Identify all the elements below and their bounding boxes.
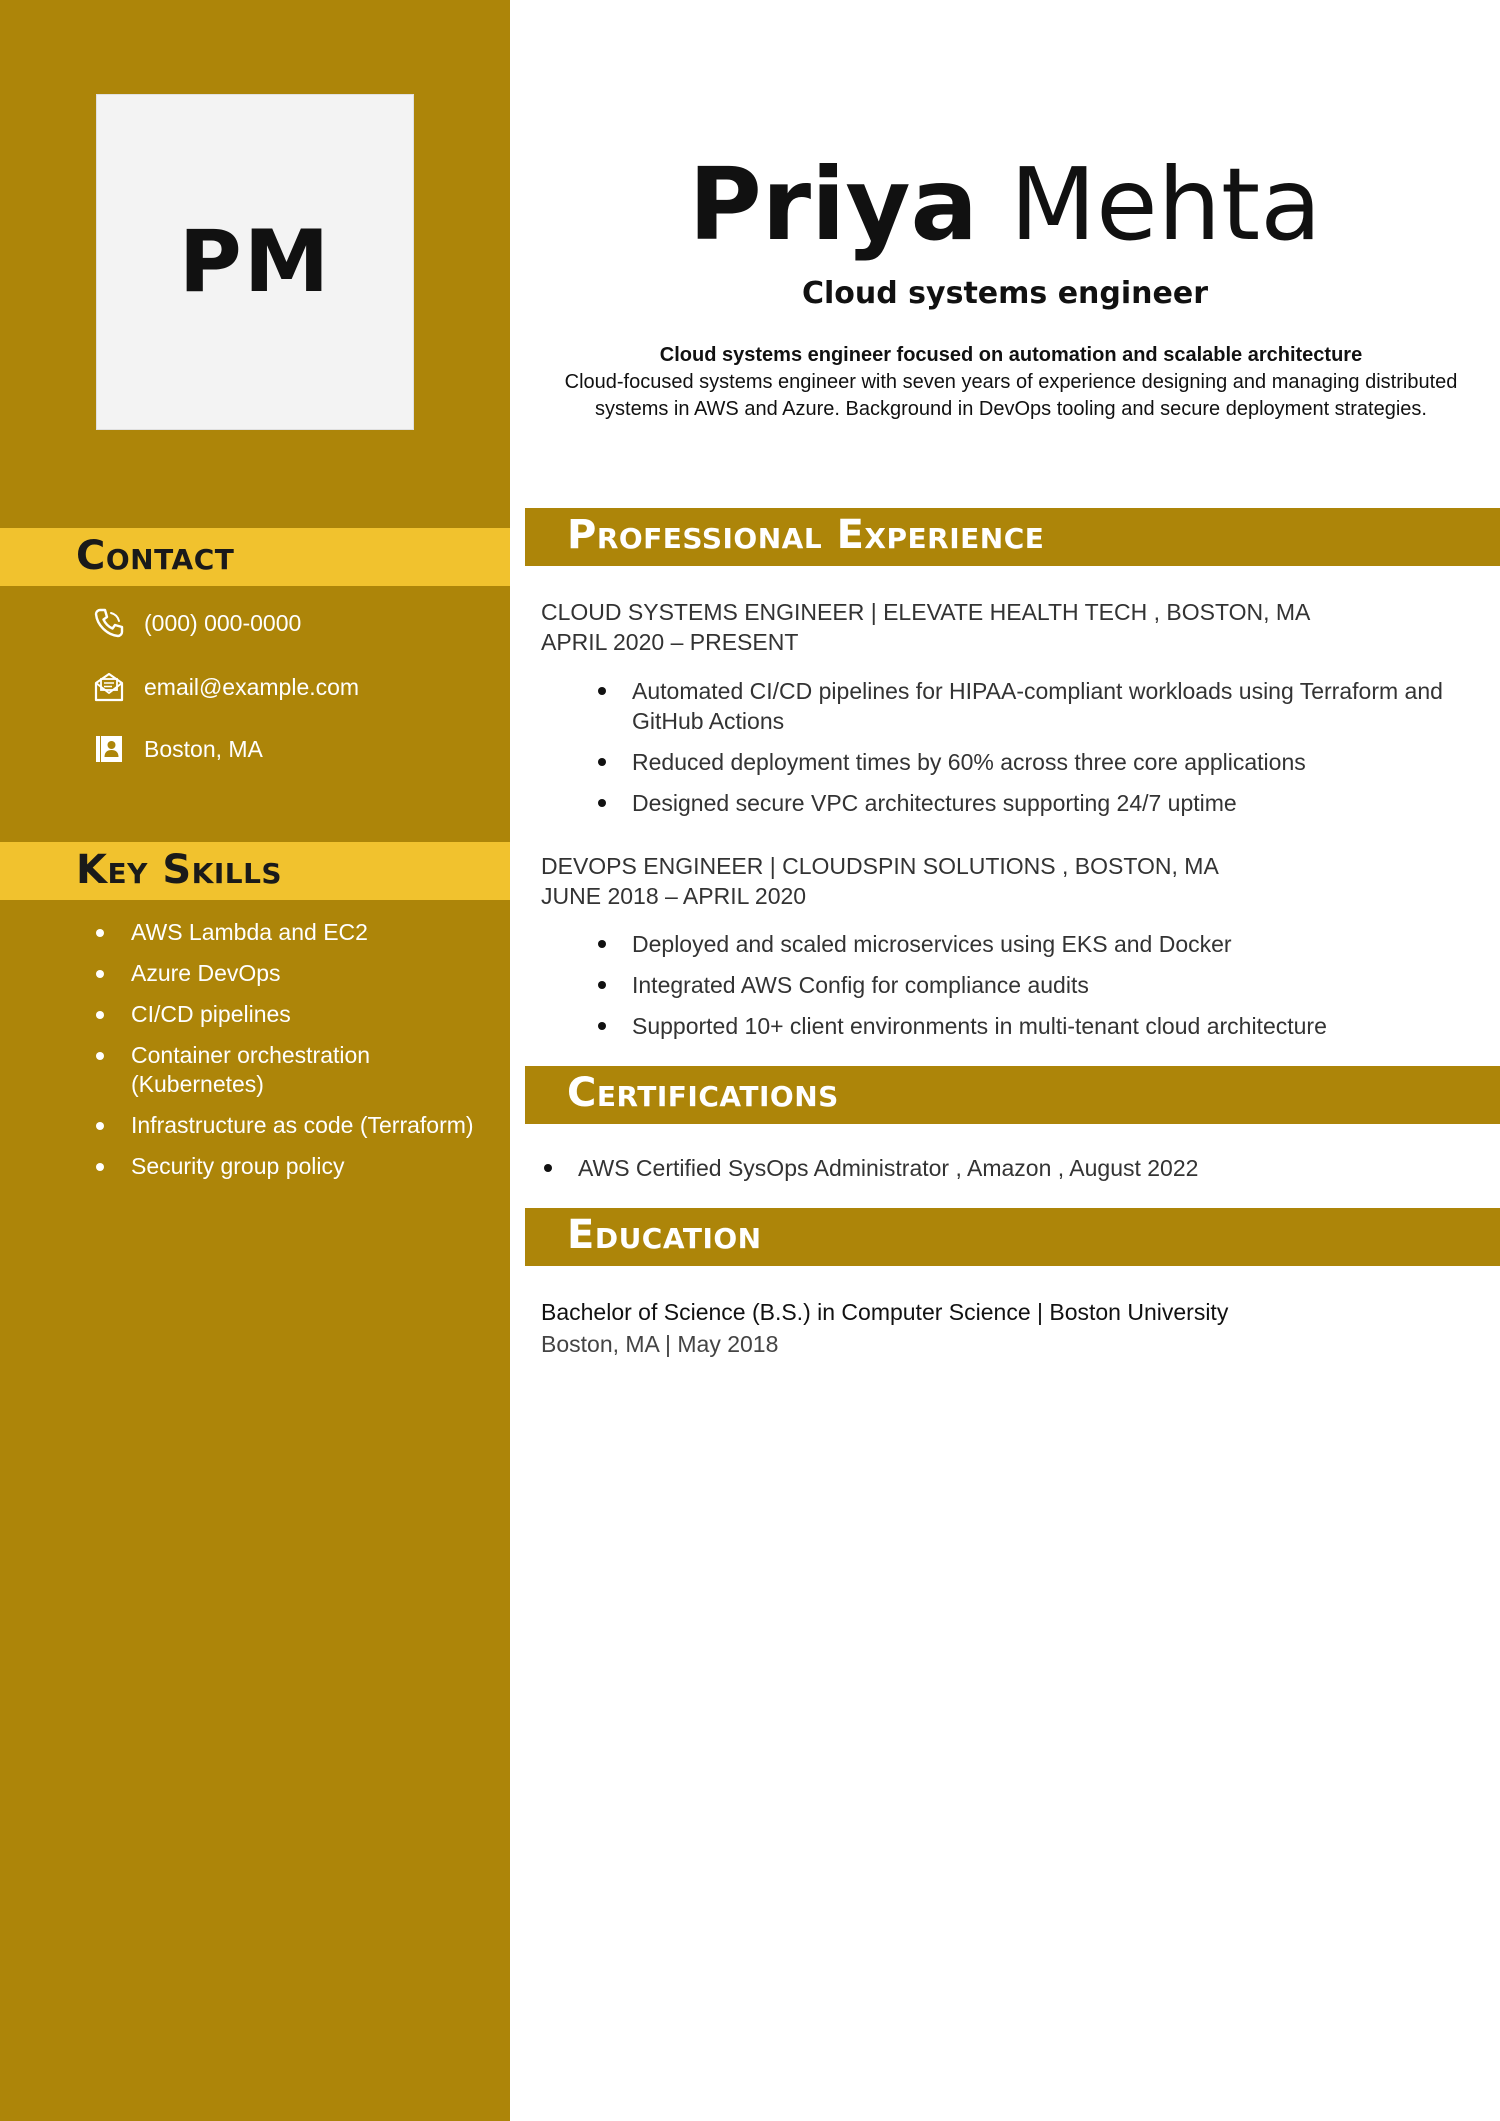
education-heading: Education — [567, 1212, 762, 1258]
job-bullet: Supported 10+ client environments in multi-tenant cloud architecture — [596, 1011, 1476, 1041]
job-bullets — [596, 929, 1476, 1052]
contact-address — [92, 729, 263, 769]
last-name: Mehta — [1009, 146, 1322, 263]
contact-email-text: email@example.com — [144, 673, 360, 700]
phone-icon — [92, 606, 126, 640]
skills-heading-bar — [0, 842, 510, 900]
skill-item: Container orchestration (Kubernetes) — [94, 1041, 494, 1099]
job-title-line: CLOUD SYSTEMS ENGINEER | ELEVATE HEALTH TECH , BOSTON, MA — [541, 599, 1311, 625]
candidate-name — [510, 145, 1500, 265]
contact-phone — [92, 603, 301, 643]
email-icon — [92, 670, 126, 704]
contact-heading-bar — [0, 528, 510, 586]
skill-item: Security group policy — [94, 1152, 494, 1181]
sidebar — [0, 0, 510, 2121]
summary-title: Cloud systems engineer focused on automation and scalable architecture — [659, 344, 1363, 366]
education-heading-bar — [525, 1208, 1500, 1266]
certifications-heading-bar — [525, 1066, 1500, 1124]
job-bullet: Automated CI/CD pipelines for HIPAA-compliant workloads using Terraform and GitHub Actions — [596, 676, 1476, 736]
skill-item: Infrastructure as code (Terraform) — [94, 1111, 494, 1140]
headline: Cloud systems engineer — [801, 276, 1208, 311]
skills-heading: Key Skills — [76, 847, 283, 893]
avatar-initials: PM — [178, 212, 332, 312]
summary-text: Cloud-focused systems engineer with seven years of experience designing and managing distributed systems in AWS and Azure. Background in DevOps tooling and secure deployment strategies. — [564, 371, 1458, 420]
skill-item: Azure DevOps — [94, 959, 494, 988]
address-book-icon — [92, 732, 126, 766]
skills-list — [94, 918, 494, 1193]
experience-heading: Professional Experience — [567, 512, 1045, 558]
education-detail: Boston, MA | May 2018 — [541, 1331, 779, 1357]
job-title-line: DEVOPS ENGINEER | CLOUDSPIN SOLUTIONS , BOSTON, MA — [541, 853, 1219, 879]
contact-address-text: Boston, MA — [144, 735, 263, 762]
job-dates: JUNE 2018 – APRIL 2020 — [541, 883, 807, 909]
certification-item: AWS Certified SysOps Administrator , Amazon , August 2022 — [542, 1153, 1472, 1183]
job-bullet: Deployed and scaled microservices using EKS and Docker — [596, 929, 1476, 959]
skill-item: AWS Lambda and EC2 — [94, 918, 494, 947]
job-bullets — [596, 676, 1476, 829]
avatar — [96, 94, 414, 430]
skill-item: CI/CD pipelines — [94, 1000, 494, 1029]
job-bullet: Integrated AWS Config for compliance audits — [596, 970, 1476, 1000]
experience-heading-bar — [525, 508, 1500, 566]
education-degree: Bachelor of Science (B.S.) in Computer Science | Boston University — [541, 1299, 1229, 1325]
certifications-list — [542, 1153, 1472, 1183]
summary — [548, 342, 1474, 423]
contact-email — [92, 667, 359, 707]
job-bullet: Designed secure VPC architectures supporting 24/7 uptime — [596, 788, 1476, 818]
job-dates: APRIL 2020 – PRESENT — [541, 629, 799, 655]
contact-heading: Contact — [76, 533, 235, 579]
job-bullet: Reduced deployment times by 60% across three core applications — [596, 747, 1476, 777]
contact-phone-text: (000) 000-0000 — [144, 609, 302, 636]
certifications-heading: Certifications — [567, 1070, 839, 1116]
first-name: Priya — [688, 146, 979, 263]
